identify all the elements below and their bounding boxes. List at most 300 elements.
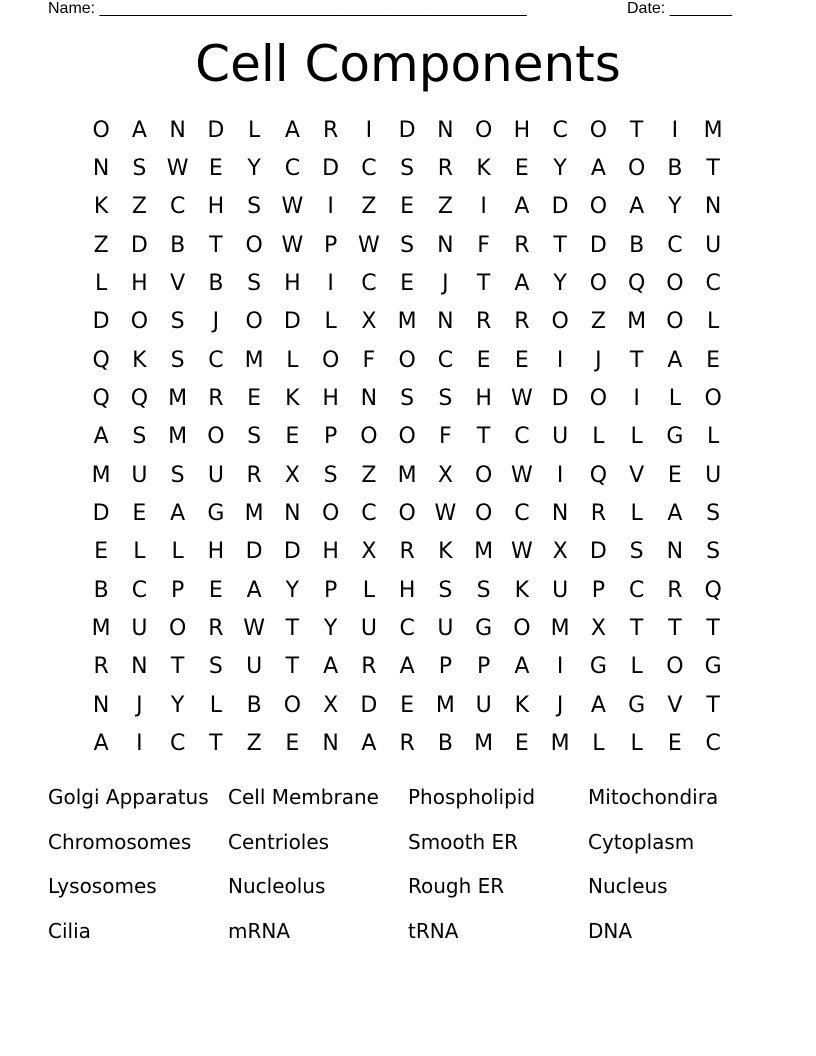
grid-letter: B bbox=[667, 156, 683, 182]
grid-letter: U bbox=[552, 424, 569, 450]
grid-letter: G bbox=[628, 692, 646, 718]
grid-letter: L bbox=[630, 731, 643, 757]
grid-letter: T bbox=[706, 692, 720, 718]
grid-letter: E bbox=[247, 386, 262, 412]
grid-letter: O bbox=[513, 616, 531, 642]
grid-letter: W bbox=[357, 232, 380, 258]
grid-letter: K bbox=[514, 577, 530, 603]
grid-letter: C bbox=[361, 501, 377, 527]
grid-letter: W bbox=[281, 232, 304, 258]
grid-letter: H bbox=[513, 117, 531, 143]
grid-letter: J bbox=[212, 309, 220, 335]
grid-letter: I bbox=[556, 654, 564, 680]
grid-letter: D bbox=[589, 232, 607, 258]
grid-letter: R bbox=[667, 577, 683, 603]
grid-letter: B bbox=[437, 731, 453, 757]
grid-letter: C bbox=[131, 577, 148, 603]
grid-letter: C bbox=[514, 501, 530, 527]
grid-letter: S bbox=[400, 386, 415, 412]
grid-letter: G bbox=[207, 501, 225, 527]
grid-letter: R bbox=[437, 156, 454, 182]
grid-letter: K bbox=[285, 386, 300, 412]
grid-letter: E bbox=[706, 347, 721, 373]
grid-letter: M bbox=[550, 731, 570, 757]
grid-letter: C bbox=[552, 117, 568, 143]
grid-letter: C bbox=[705, 731, 721, 757]
grid-letter: D bbox=[322, 156, 340, 182]
grid-letter: O bbox=[321, 501, 340, 527]
grid-letter: C bbox=[361, 156, 377, 182]
grid-letter: F bbox=[362, 347, 376, 373]
word-list-item: tRNA bbox=[408, 918, 459, 943]
grid-letter: S bbox=[400, 232, 415, 258]
grid-letter: R bbox=[93, 654, 109, 680]
grid-letter: N bbox=[437, 117, 454, 143]
grid-letter: B bbox=[629, 232, 645, 258]
page-title: Cell Components bbox=[195, 35, 621, 93]
grid-letter: A bbox=[131, 117, 147, 143]
grid-letter: T bbox=[209, 232, 223, 258]
grid-letter: S bbox=[400, 156, 415, 182]
grid-letter: O bbox=[474, 462, 493, 488]
grid-letter: O bbox=[398, 424, 416, 450]
grid-letter: N bbox=[360, 386, 378, 412]
date-label: Date: _______ bbox=[627, 0, 732, 17]
grid-letter: Q bbox=[589, 462, 608, 488]
grid-letter: O bbox=[551, 309, 569, 335]
grid-letter: X bbox=[323, 692, 339, 718]
grid-letter: C bbox=[667, 232, 683, 258]
grid-letter: Y bbox=[285, 577, 300, 603]
grid-letter: C bbox=[284, 156, 301, 182]
grid-letter: U bbox=[475, 692, 492, 718]
grid-letter: R bbox=[514, 309, 530, 335]
grid-letter: M bbox=[244, 501, 264, 527]
grid-letter: H bbox=[322, 539, 339, 565]
grid-letter: H bbox=[284, 271, 301, 297]
grid-letter: H bbox=[131, 271, 148, 297]
grid-letter: Z bbox=[590, 309, 606, 335]
grid-letter: S bbox=[132, 156, 147, 182]
grid-letter: D bbox=[92, 501, 110, 527]
grid-letter: M bbox=[91, 462, 111, 488]
grid-letter: R bbox=[514, 232, 530, 258]
grid-letter: S bbox=[170, 462, 185, 488]
grid-letter: S bbox=[706, 539, 721, 565]
grid-letter: V bbox=[629, 462, 645, 488]
grid-letter: N bbox=[92, 692, 110, 718]
grid-letter: D bbox=[589, 539, 607, 565]
grid-letter: A bbox=[590, 692, 606, 718]
grid-letter: O bbox=[321, 347, 340, 373]
grid-letter: L bbox=[630, 654, 643, 680]
grid-letter: M bbox=[550, 616, 570, 642]
grid-letter: O bbox=[92, 117, 110, 143]
grid-letter: C bbox=[399, 616, 415, 642]
grid-letter: W bbox=[510, 539, 533, 565]
grid-letter: N bbox=[322, 731, 339, 757]
grid-letter: O bbox=[589, 194, 608, 220]
grid-letter: O bbox=[474, 501, 493, 527]
grid-letter: T bbox=[629, 347, 644, 373]
grid-letter: X bbox=[552, 539, 568, 565]
grid-letter: N bbox=[92, 156, 110, 182]
grid-letter: J bbox=[136, 692, 143, 718]
grid-letter: W bbox=[243, 616, 265, 642]
grid-letter: T bbox=[629, 117, 644, 143]
grid-letter: T bbox=[706, 156, 720, 182]
grid-letter: D bbox=[283, 309, 301, 335]
grid-letter: T bbox=[706, 616, 720, 642]
grid-letter: O bbox=[589, 117, 608, 143]
grid-letter: C bbox=[169, 194, 186, 220]
grid-letter: W bbox=[166, 156, 189, 182]
grid-letter: E bbox=[400, 692, 415, 718]
grid-letter: M bbox=[627, 309, 647, 335]
grid-letter: L bbox=[324, 309, 337, 335]
grid-letter: L bbox=[94, 271, 108, 297]
grid-letter: I bbox=[136, 731, 143, 757]
grid-letter: S bbox=[170, 309, 185, 335]
grid-letter: N bbox=[704, 194, 722, 220]
grid-letter: D bbox=[130, 232, 148, 258]
grid-letter: S bbox=[629, 539, 644, 565]
grid-letter: D bbox=[92, 309, 110, 335]
grid-letter: N bbox=[284, 501, 301, 527]
grid-letter: D bbox=[207, 117, 225, 143]
grid-letter: S bbox=[323, 462, 338, 488]
grid-letter: A bbox=[170, 501, 186, 527]
grid-letter: T bbox=[285, 616, 300, 642]
word-list-item: Phospholipid bbox=[408, 785, 536, 810]
grid-letter: X bbox=[361, 309, 377, 335]
grid-letter: C bbox=[208, 347, 224, 373]
grid-letter: A bbox=[284, 117, 300, 143]
grid-letter: K bbox=[438, 539, 453, 565]
grid-letter: B bbox=[246, 692, 262, 718]
grid-letter: A bbox=[590, 156, 606, 182]
grid-letter: G bbox=[475, 616, 493, 642]
grid-letter: A bbox=[667, 501, 683, 527]
word-list-item: mRNA bbox=[228, 918, 291, 943]
word-list-item: Smooth ER bbox=[408, 829, 519, 854]
grid-letter: L bbox=[706, 309, 720, 335]
grid-letter: P bbox=[591, 577, 606, 603]
grid-letter: R bbox=[208, 386, 224, 412]
grid-letter: R bbox=[361, 654, 377, 680]
grid-letter: L bbox=[630, 424, 643, 450]
grid-letter: Q bbox=[704, 577, 722, 603]
grid-letter: L bbox=[286, 347, 299, 373]
grid-letter: O bbox=[627, 156, 646, 182]
grid-letter: V bbox=[667, 692, 683, 718]
grid-letter: E bbox=[476, 347, 491, 373]
grid-letter: I bbox=[556, 462, 564, 488]
grid-letter: O bbox=[704, 386, 722, 412]
grid-letter: N bbox=[131, 654, 148, 680]
grid-letter: M bbox=[703, 117, 723, 143]
word-list-item: Cilia bbox=[48, 918, 91, 943]
name-label: Name: ________________________________________________ bbox=[48, 0, 527, 17]
grid-letter: J bbox=[556, 692, 564, 718]
grid-letter: Y bbox=[553, 271, 567, 297]
grid-letter: S bbox=[208, 654, 223, 680]
grid-letter: R bbox=[322, 117, 339, 143]
grid-letter: K bbox=[514, 692, 530, 718]
grid-letter: A bbox=[514, 194, 530, 220]
grid-letter: U bbox=[552, 577, 569, 603]
grid-letter: E bbox=[208, 577, 223, 603]
grid-letter: M bbox=[244, 347, 264, 373]
grid-letter: A bbox=[667, 347, 683, 373]
grid-letter: T bbox=[209, 731, 223, 757]
word-list-item: Nucleus bbox=[588, 874, 668, 899]
grid-letter: O bbox=[130, 309, 149, 335]
grid-letter: Y bbox=[247, 156, 261, 182]
grid-letter: L bbox=[592, 424, 605, 450]
grid-letter: Q bbox=[92, 347, 110, 373]
grid-letter: R bbox=[399, 731, 415, 757]
grid-letter: Y bbox=[323, 616, 338, 642]
grid-letter: K bbox=[132, 347, 147, 373]
grid-letter: B bbox=[93, 577, 109, 603]
grid-letter: N bbox=[169, 117, 186, 143]
grid-letter: E bbox=[400, 271, 415, 297]
grid-letter: T bbox=[668, 616, 682, 642]
grid-letter: U bbox=[705, 232, 722, 258]
grid-letter: O bbox=[398, 501, 416, 527]
grid-letter: U bbox=[437, 616, 454, 642]
grid-letter: O bbox=[398, 347, 416, 373]
grid-letter: H bbox=[322, 386, 339, 412]
letter-grid bbox=[82, 111, 732, 763]
grid-letter: L bbox=[133, 539, 146, 565]
grid-letter: A bbox=[514, 271, 530, 297]
grid-letter: M bbox=[91, 616, 111, 642]
grid-letter: M bbox=[168, 424, 188, 450]
grid-letter: R bbox=[590, 501, 607, 527]
grid-letter: X bbox=[284, 462, 300, 488]
grid-letter: U bbox=[246, 654, 263, 680]
grid-letter: I bbox=[365, 117, 373, 143]
grid-letter: P bbox=[476, 654, 491, 680]
grid-letter: Y bbox=[553, 156, 567, 182]
grid-letter: H bbox=[207, 194, 225, 220]
grid-letter: T bbox=[553, 232, 567, 258]
grid-letter: L bbox=[706, 424, 720, 450]
grid-letter: H bbox=[207, 539, 225, 565]
grid-letter: P bbox=[323, 577, 338, 603]
grid-letter: W bbox=[281, 194, 304, 220]
grid-letter: M bbox=[397, 309, 417, 335]
grid-letter: W bbox=[434, 501, 457, 527]
grid-letter: P bbox=[170, 577, 185, 603]
grid-letter: U bbox=[131, 462, 148, 488]
grid-letter: X bbox=[437, 462, 453, 488]
grid-letter: U bbox=[207, 462, 224, 488]
grid-letter: L bbox=[362, 577, 375, 603]
grid-letter: Q bbox=[92, 386, 110, 412]
grid-letter: S bbox=[132, 424, 147, 450]
grid-letter: O bbox=[245, 232, 263, 258]
grid-letter: Y bbox=[170, 692, 185, 718]
grid-letter: I bbox=[480, 194, 487, 220]
grid-letter: N bbox=[551, 501, 569, 527]
grid-letter: S bbox=[247, 424, 262, 450]
grid-letter: J bbox=[595, 347, 602, 373]
grid-letter: C bbox=[514, 424, 530, 450]
grid-letter: S bbox=[170, 347, 185, 373]
grid-letter: P bbox=[323, 232, 338, 258]
grid-letter: D bbox=[398, 117, 416, 143]
grid-letter: O bbox=[360, 424, 378, 450]
grid-letter: G bbox=[589, 654, 607, 680]
grid-letter: E bbox=[667, 462, 682, 488]
word-list bbox=[48, 775, 768, 953]
grid-letter: P bbox=[323, 424, 338, 450]
grid-letter: L bbox=[209, 692, 222, 718]
grid-letter: O bbox=[666, 654, 684, 680]
grid-letter: U bbox=[360, 616, 377, 642]
grid-letter: K bbox=[476, 156, 491, 182]
grid-letter: E bbox=[667, 731, 682, 757]
grid-letter: O bbox=[283, 692, 302, 718]
grid-letter: Z bbox=[131, 194, 147, 220]
grid-letter: O bbox=[207, 424, 225, 450]
grid-letter: D bbox=[551, 386, 569, 412]
grid-letter: Z bbox=[437, 194, 453, 220]
grid-letter: H bbox=[398, 577, 416, 603]
word-list-item: Cell Membrane bbox=[228, 785, 379, 810]
grid-letter: A bbox=[323, 654, 339, 680]
grid-letter: N bbox=[437, 232, 454, 258]
grid-letter: L bbox=[630, 501, 643, 527]
word-list-item: Mitochondira bbox=[588, 785, 719, 810]
grid-letter: C bbox=[169, 731, 186, 757]
grid-letter: D bbox=[551, 194, 569, 220]
grid-letter: K bbox=[93, 194, 109, 220]
grid-letter: J bbox=[442, 271, 449, 297]
grid-letter: L bbox=[668, 386, 681, 412]
header-line bbox=[48, 0, 748, 18]
word-list-item: Nucleolus bbox=[228, 874, 326, 899]
grid-letter: D bbox=[245, 539, 263, 565]
grid-letter: T bbox=[629, 616, 644, 642]
grid-letter: N bbox=[666, 539, 684, 565]
grid-letter: A bbox=[514, 654, 530, 680]
grid-letter: C bbox=[437, 347, 454, 373]
grid-letter: B bbox=[208, 271, 224, 297]
grid-letter: S bbox=[438, 386, 453, 412]
grid-letter: E bbox=[285, 731, 300, 757]
grid-letter: S bbox=[247, 271, 262, 297]
grid-letter: O bbox=[666, 271, 684, 297]
grid-letter: E bbox=[132, 501, 147, 527]
grid-letter: M bbox=[435, 692, 455, 718]
grid-letter: U bbox=[131, 616, 148, 642]
word-list-item: Rough ER bbox=[408, 874, 505, 899]
grid-letter: F bbox=[439, 424, 452, 450]
grid-letter: N bbox=[437, 309, 454, 335]
grid-letter: T bbox=[285, 654, 300, 680]
grid-letter: M bbox=[474, 731, 494, 757]
grid-letter: A bbox=[93, 731, 109, 757]
grid-letter: E bbox=[400, 194, 415, 220]
grid-letter: L bbox=[171, 539, 184, 565]
grid-letter: I bbox=[633, 386, 640, 412]
grid-letter: O bbox=[589, 386, 608, 412]
grid-letter: X bbox=[361, 539, 377, 565]
grid-letter: I bbox=[671, 117, 679, 143]
grid-letter: O bbox=[474, 117, 493, 143]
grid-letter: O bbox=[589, 271, 608, 297]
grid-letter: Q bbox=[627, 271, 646, 297]
grid-letter: D bbox=[360, 692, 378, 718]
grid-letter: R bbox=[246, 462, 262, 488]
grid-letter: A bbox=[629, 194, 645, 220]
grid-letter: E bbox=[208, 156, 223, 182]
grid-letter: A bbox=[399, 654, 415, 680]
grid-letter: S bbox=[438, 577, 453, 603]
grid-letter: E bbox=[285, 424, 300, 450]
word-list-item: Lysosomes bbox=[48, 874, 157, 899]
grid-letter: C bbox=[628, 577, 645, 603]
grid-letter: F bbox=[477, 232, 490, 258]
grid-letter: S bbox=[476, 577, 491, 603]
grid-letter: Z bbox=[361, 194, 377, 220]
grid-letter: H bbox=[475, 386, 492, 412]
grid-letter: T bbox=[476, 424, 491, 450]
grid-letter: R bbox=[399, 539, 415, 565]
grid-letter: V bbox=[170, 271, 186, 297]
grid-letter: C bbox=[361, 271, 377, 297]
grid-letter: O bbox=[245, 309, 263, 335]
word-list-item: DNA bbox=[588, 918, 633, 943]
grid-letter: W bbox=[510, 462, 533, 488]
grid-letter: T bbox=[476, 271, 491, 297]
grid-letter: Y bbox=[668, 194, 682, 220]
word-list-item: Chromosomes bbox=[48, 829, 192, 854]
grid-letter: I bbox=[556, 347, 564, 373]
grid-letter: M bbox=[474, 539, 494, 565]
grid-letter: Z bbox=[246, 731, 262, 757]
grid-letter: G bbox=[666, 424, 684, 450]
grid-letter: A bbox=[246, 577, 262, 603]
grid-letter: B bbox=[170, 232, 186, 258]
grid-letter: Z bbox=[361, 462, 377, 488]
grid-letter: P bbox=[438, 654, 453, 680]
grid-letter: M bbox=[168, 386, 188, 412]
grid-letter: T bbox=[170, 654, 185, 680]
grid-letter: L bbox=[592, 731, 605, 757]
grid-letter: S bbox=[706, 501, 721, 527]
grid-letter: I bbox=[327, 194, 334, 220]
word-list-item: Centrioles bbox=[228, 829, 330, 854]
grid-letter: X bbox=[590, 616, 606, 642]
grid-letter: Q bbox=[130, 386, 149, 412]
grid-letter: G bbox=[704, 654, 722, 680]
word-list-item: Golgi Apparatus bbox=[48, 785, 209, 810]
grid-letter: S bbox=[247, 194, 262, 220]
grid-letter: O bbox=[168, 616, 187, 642]
grid-letter: Z bbox=[93, 232, 109, 258]
grid-letter: E bbox=[514, 347, 529, 373]
grid-letter: C bbox=[705, 271, 721, 297]
grid-letter: U bbox=[705, 462, 722, 488]
grid-letter: E bbox=[514, 731, 529, 757]
grid-letter: A bbox=[93, 424, 109, 450]
grid-letter: O bbox=[666, 309, 684, 335]
